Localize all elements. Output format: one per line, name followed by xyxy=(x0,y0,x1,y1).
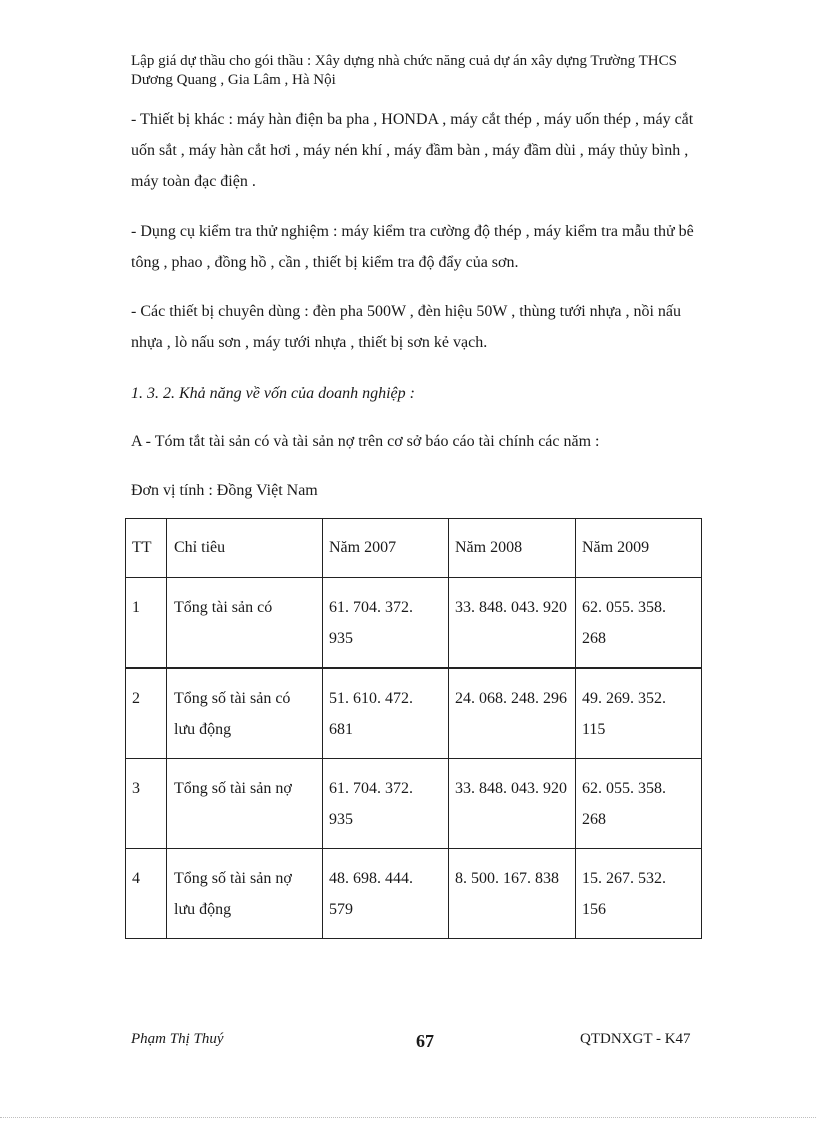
table-row xyxy=(126,849,702,939)
table-cell: 3 xyxy=(126,759,167,849)
footer-author: Phạm Thị Thuý xyxy=(131,1031,224,1047)
table-cell: 24. 068. 248. 296 xyxy=(449,668,576,759)
page-bottom-edge xyxy=(0,1117,816,1118)
table-cell: 4 xyxy=(126,849,167,939)
table-cell: 2 xyxy=(126,668,167,759)
header-cell-2008: Năm 2008 xyxy=(449,519,576,578)
unit-label: Đơn vị tính : Đồng Việt Nam xyxy=(131,482,318,499)
table-cell: 33. 848. 043. 920 xyxy=(449,759,576,849)
table-row xyxy=(126,668,702,759)
table-cell: 1 xyxy=(126,578,167,669)
table-cell: 61. 704. 372. 935 xyxy=(323,578,449,669)
table-cell: 61. 704. 372. 935 xyxy=(323,759,449,849)
paragraph-other-equipment: - Thiết bị khác : máy hàn điện ba pha , HONDA , máy cắt thép , máy uốn thép , máy cắt uốn sắt , máy hàn cắt hơi , máy nén khí , máy đầm bàn , máy đầm dùi , máy thủy bình , máy toàn đạc điện . xyxy=(131,111,694,190)
table-cell: Tổng số tài sản nợ lưu động xyxy=(167,849,323,939)
table-cell: 48. 698. 444. 579 xyxy=(323,849,449,939)
table-cell: Tổng số tài sản nợ xyxy=(167,759,323,849)
table-cell: 62. 055. 358. 268 xyxy=(576,759,702,849)
table-cell: 15. 267. 532. 156 xyxy=(576,849,702,939)
section-a-intro: A - Tóm tắt tài sản có và tài sản nợ trên cơ sở báo cáo tài chính các năm : xyxy=(131,433,600,450)
table-row xyxy=(126,759,702,849)
table-cell: 51. 610. 472. 681 xyxy=(323,668,449,759)
table-cell: 33. 848. 043. 920 xyxy=(449,578,576,669)
header-cell-2007: Năm 2007 xyxy=(323,519,449,578)
table-cell: 8. 500. 167. 838 xyxy=(449,849,576,939)
header-cell-indicator: Chỉ tiêu xyxy=(167,519,323,578)
page-number: 67 xyxy=(416,1031,434,1051)
paragraph-testing-tools: - Dụng cụ kiểm tra thử nghiệm : máy kiểm tra cường độ thép , máy kiểm tra mẫu thử bê tông , phao , đồng hồ , cần , thiết bị kiểm tra độ đẩy của sơn. xyxy=(131,223,694,271)
page-header: Lập giá dự thầu cho gói thầu : Xây dựng nhà chức năng cuả dự án xây dựng Trường THCS Dương Quang , Gia Lâm , Hà Nội xyxy=(131,53,677,88)
section-heading: 1. 3. 2. Khả năng về vốn của doanh nghiệp : xyxy=(131,385,415,402)
table-cell: Tổng số tài sản có lưu động xyxy=(167,668,323,759)
paragraph-specialized-equipment: - Các thiết bị chuyên dùng : đèn pha 500W , đèn hiệu 50W , thùng tưới nhựa , nồi nấu nhựa , lò nấu sơn , máy tưới nhựa , thiết bị sơn kẻ vạch. xyxy=(131,303,681,351)
financial-summary-table xyxy=(125,518,702,939)
table-row xyxy=(126,578,702,669)
table-cell: 49. 269. 352. 115 xyxy=(576,668,702,759)
table-cell: 62. 055. 358. 268 xyxy=(576,578,702,669)
table-cell: Tổng tài sản có xyxy=(167,578,323,669)
header-cell-2009: Năm 2009 xyxy=(576,519,702,578)
footer-code: QTDNXGT - K47 xyxy=(580,1031,691,1047)
table-header-row xyxy=(126,519,702,578)
header-cell-tt: TT xyxy=(126,519,167,578)
